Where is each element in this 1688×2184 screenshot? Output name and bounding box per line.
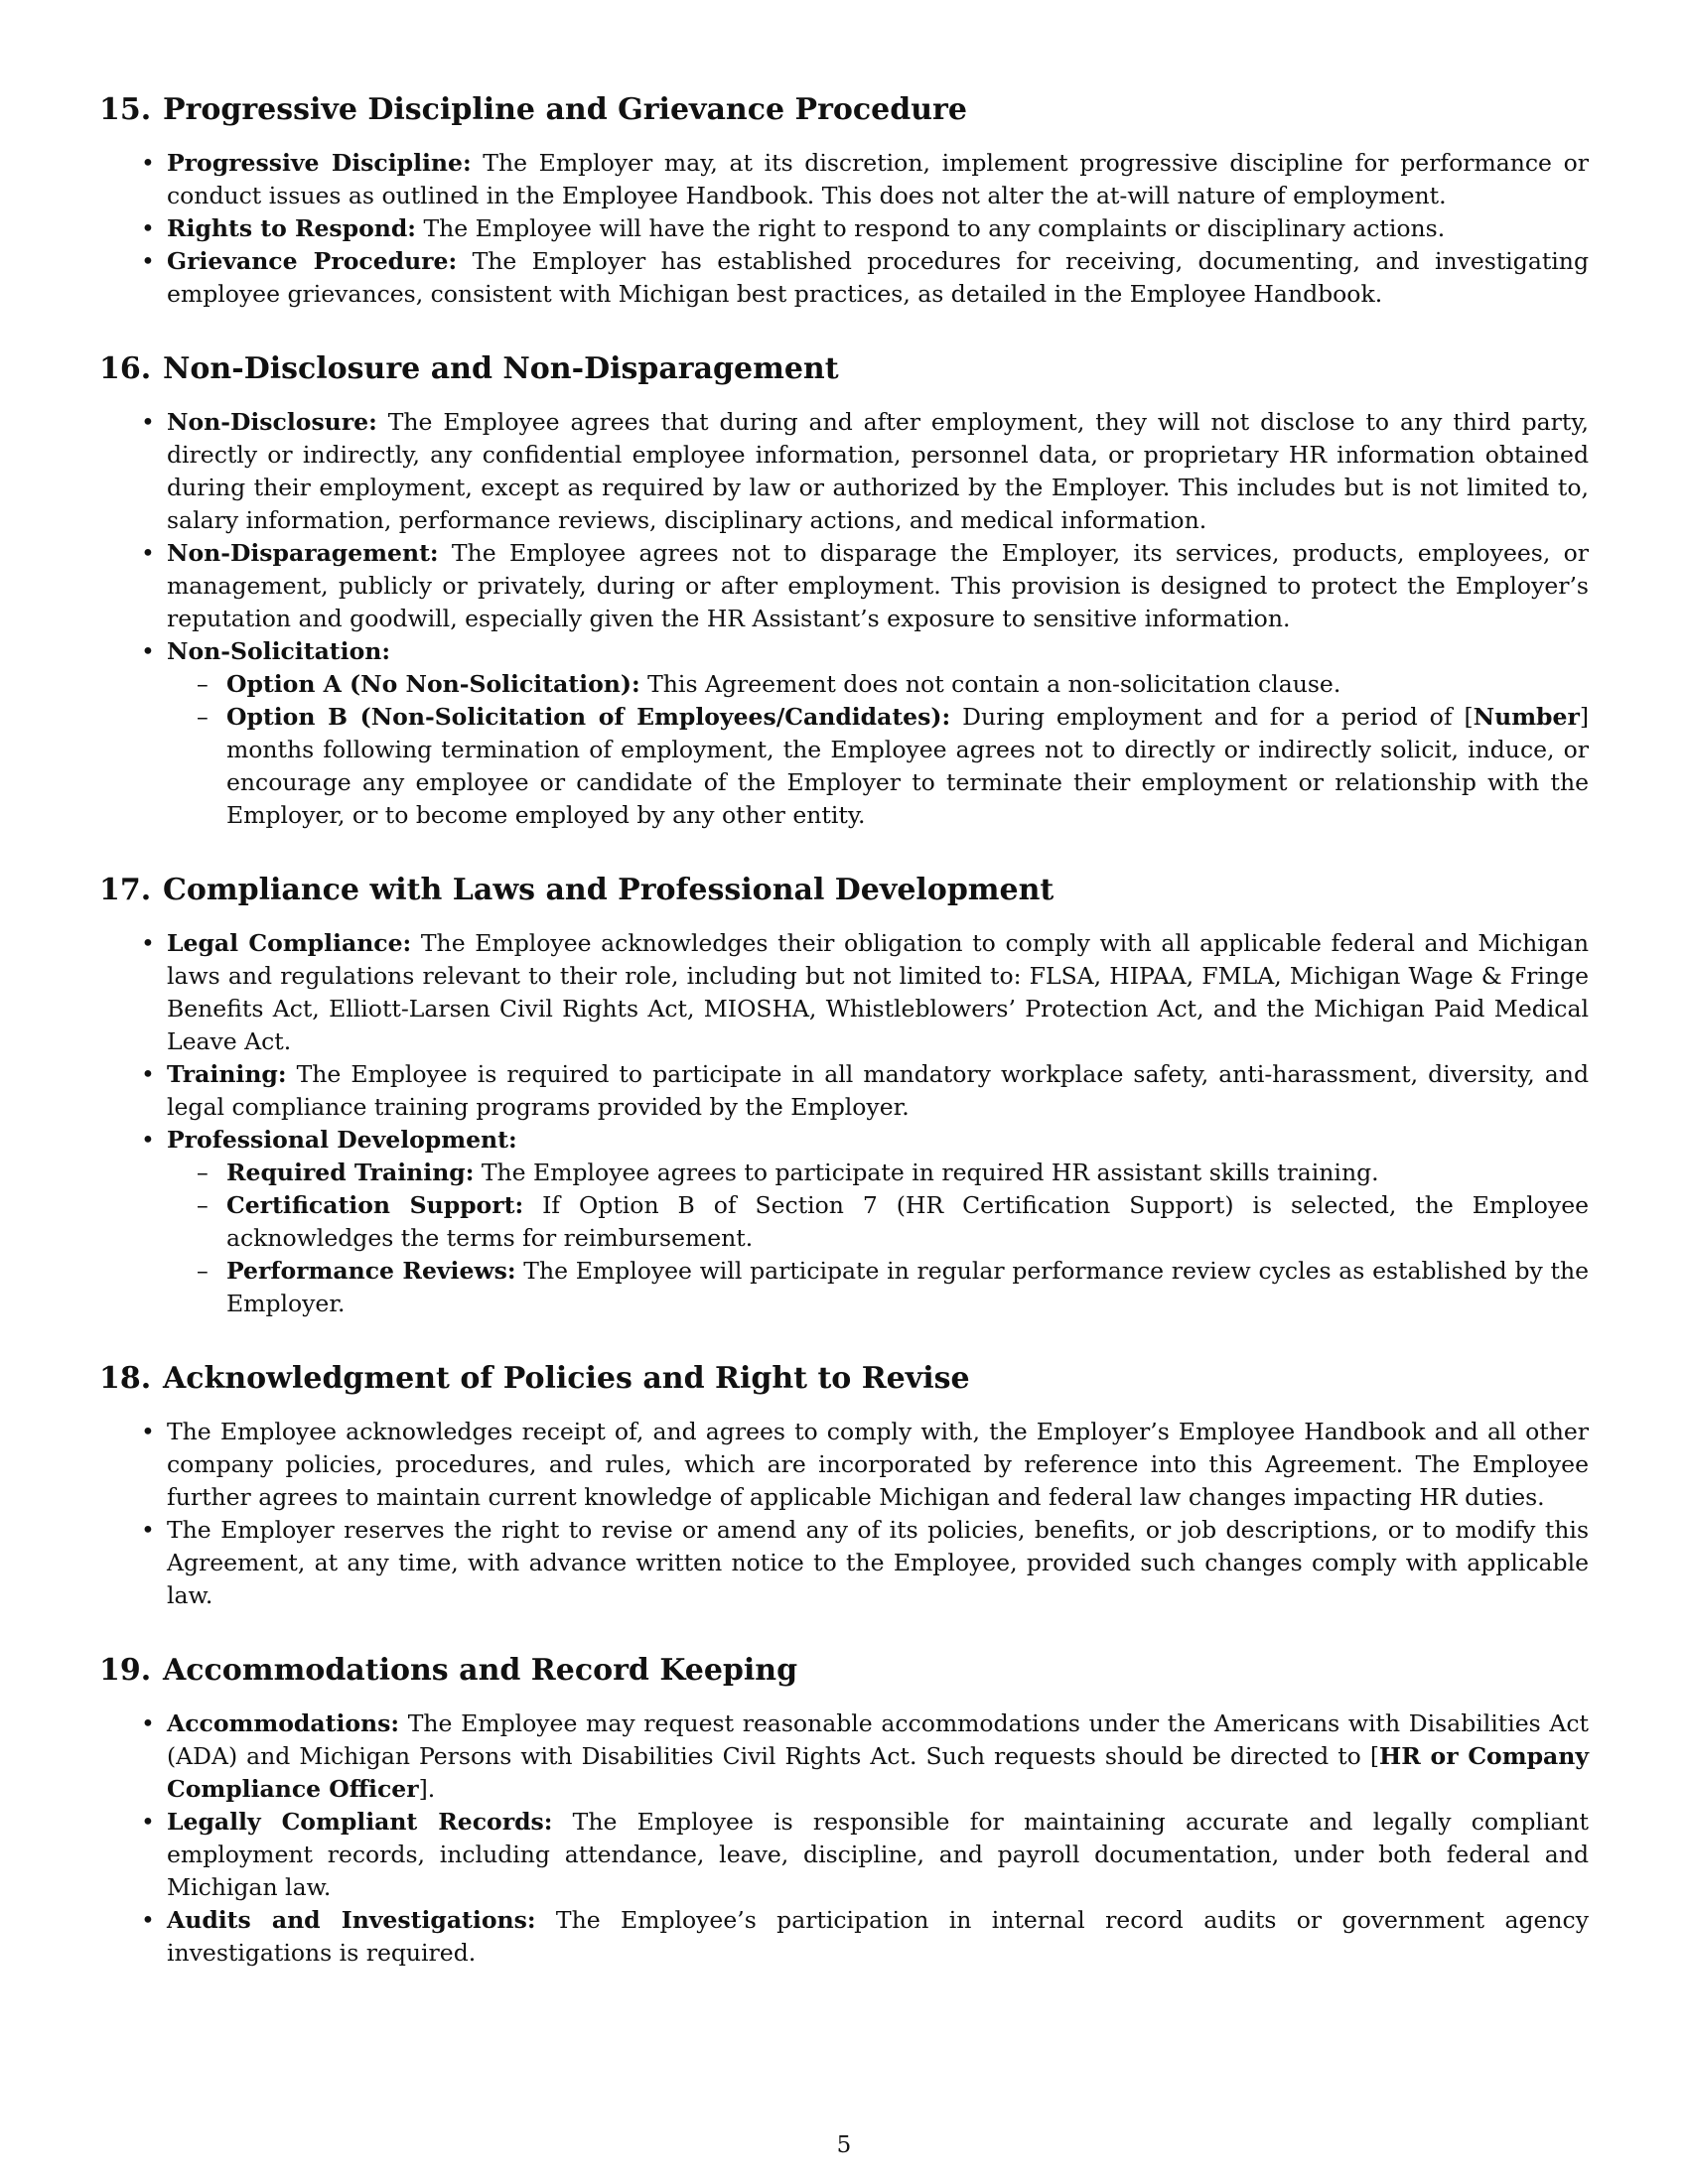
list-item: • Progressive Discipline: The Employer may, at its discretion, implement progressive discipline for performance or conduct issues as outlined in the Employee Handbook. This does not alter the at-will nature of employment. <box>167 147 1589 212</box>
section-16 <box>99 350 1589 832</box>
section-heading: 17. Compliance with Laws and Professional Development <box>99 873 1055 907</box>
sub-list-item: – Performance Reviews: The Employee will participate in regular performance review cycles as established by the Employer. <box>226 1255 1589 1320</box>
list-item: • Professional Development: – Required Training: The Employee agrees to participate in required HR assistant skills training. – Certification Support: If Option B of Section 7 (HR Certification Support) is selected, the Employee acknowledges the terms for reimbursement. – Performance Reviews: The Employee will participate in regular performance review cycles as established by the Employer. <box>167 1124 1589 1320</box>
list-item: • The Employer reserves the right to revise or amend any of its policies, benefits, or job descriptions, or to modify this Agreement, at any time, with advance written notice to the Employee, provided such changes comply with applicable law. <box>167 1514 1589 1612</box>
section-heading: 19. Accommodations and Record Keeping <box>99 1653 798 1688</box>
list-item: • Non-Disclosure: The Employee agrees that during and after employment, they will not disclose to any third party, directly or indirectly, any confidential employee information, personnel data, or proprietary HR information obtained during their employment, except as required by law or authorized by the Employer. This includes but is not limited to, salary information, performance reviews, disciplinary actions, and medical information. <box>167 406 1589 537</box>
page-number: 5 <box>836 2132 852 2158</box>
list-item: • Audits and Investigations: The Employee’s participation in internal record audits or government agency investigations is required. <box>167 1904 1589 1970</box>
section-heading: 18. Acknowledgment of Policies and Right to Revise <box>99 1361 970 1396</box>
placeholder-compliance-officer: HR or Company Compliance Officer <box>167 1742 1589 1803</box>
list-item: • Grievance Procedure: The Employer has established procedures for receiving, documenting, and investigating employee grievances, consistent with Michigan best practices, as detailed in the Employee Handbook. <box>167 245 1589 311</box>
list-item: • Training: The Employee is required to participate in all mandatory workplace safety, anti-harassment, diversity, and legal compliance training programs provided by the Employer. <box>167 1058 1589 1124</box>
list-item: • The Employee acknowledges receipt of, and agrees to comply with, the Employer’s Employee Handbook and all other company policies, procedures, and rules, which are incorporated by reference into this Agreement. The Employee further agrees to maintain current knowledge of applicable Michigan and federal law changes impacting HR duties. <box>167 1416 1589 1514</box>
list-item: • Rights to Respond: The Employee will have the right to respond to any complaints or disciplinary actions. <box>167 212 1589 245</box>
sub-list-item: – Option A (No Non-Solicitation): This Agreement does not contain a non-solicitation clause. <box>226 668 1589 701</box>
list-item: • Non-Disparagement: The Employee agrees not to disparage the Employer, its services, products, employees, or management, publicly or privately, during or after employment. This provision is designed to protect the Employer’s reputation and goodwill, especially given the HR Assistant’s exposure to sensitive information. <box>167 537 1589 635</box>
sub-list-item: – Option B (Non-Solicitation of Employees/Candidates): During employment and for a period of [Number] months following termination of employment, the Employee agrees not to directly or indirectly solicit, induce, or encourage any employee or candidate of the Employer to terminate their employment or relationship with the Employer, or to become employed by any other entity. <box>226 701 1589 832</box>
sub-list-item: – Required Training: The Employee agrees to participate in required HR assistant skills training. <box>226 1157 1589 1189</box>
section-heading: 15. Progressive Discipline and Grievance Procedure <box>99 92 967 127</box>
list-item: • Accommodations: The Employee may request reasonable accommodations under the Americans with Disabilities Act (ADA) and Michigan Persons with Disabilities Civil Rights Act. Such requests should be directed to [HR or Company Compliance Officer]. <box>167 1707 1589 1806</box>
section-17 <box>99 872 1589 1320</box>
sub-list-item: – Certification Support: If Option B of Section 7 (HR Certification Support) is selected, the Employee acknowledges the terms for reimbursement. <box>226 1189 1589 1255</box>
section-15 <box>99 91 1589 311</box>
section-heading: 16. Non-Disclosure and Non-Disparagement <box>99 351 839 386</box>
placeholder-number: Number <box>1473 703 1580 731</box>
section-19 <box>99 1652 1589 1970</box>
list-item: • Legal Compliance: The Employee acknowledges their obligation to comply with all applicable federal and Michigan laws and regulations relevant to their role, including but not limited to: FLSA, HIPAA, FMLA, Michigan Wage & Fringe Benefits Act, Elliott-Larsen Civil Rights Act, MIOSHA, Whistleblowers’ Protection Act, and the Michigan Paid Medical Leave Act. <box>167 927 1589 1058</box>
document-page <box>99 91 1589 2009</box>
list-item: • Non-Solicitation: – Option A (No Non-Solicitation): This Agreement does not contain a non-solicitation clause. – Option B (Non-Solicitation of Employees/Candidates): During employment and for a period of [Number] months following termination of employment, the Employee agrees not to directly or indirectly solicit, induce, or encourage any employee or candidate of the Employer to terminate their employment or relationship with the Employer, or to become employed by any other entity. <box>167 635 1589 832</box>
list-item: • Legally Compliant Records: The Employee is responsible for maintaining accurate and legally compliant employment records, including attendance, leave, discipline, and payroll documentation, under both federal and Michigan law. <box>167 1806 1589 1904</box>
section-18 <box>99 1360 1589 1612</box>
